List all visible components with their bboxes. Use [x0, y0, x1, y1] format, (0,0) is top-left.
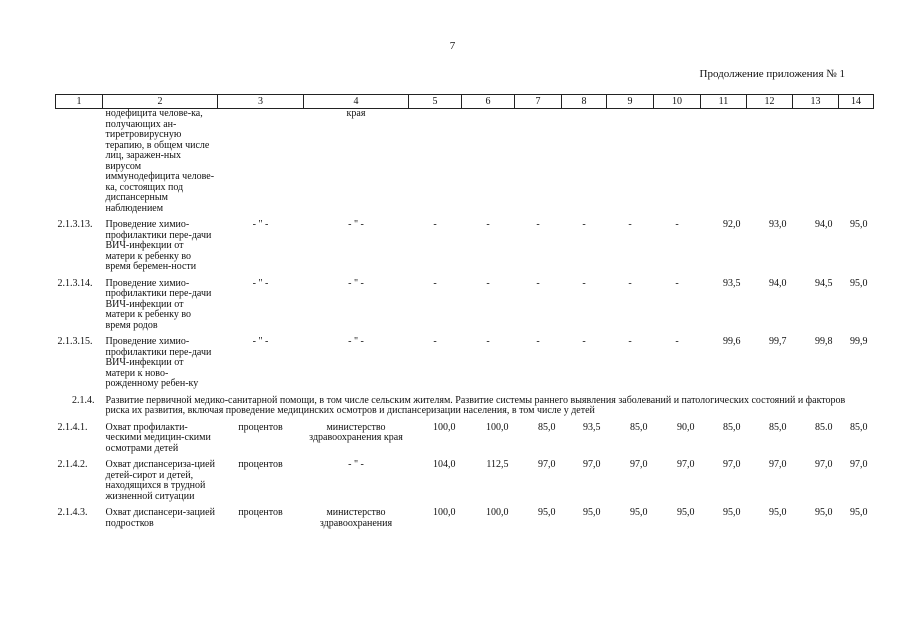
indicator-name: нодефицита челове-ка, получающих ан-тиретровирусную терапию, в общем числе лиц, заражен-ных вирусом иммунодефицита челове-ка, состоящих под диспансерным наблюдением — [105, 108, 215, 214]
value-cell: 104,0 — [433, 459, 456, 470]
value-cell: 97,0 — [630, 459, 648, 470]
col-header: 6 — [462, 95, 515, 109]
value-cell: 93,0 — [769, 219, 787, 230]
value-cell: 100,0 — [486, 421, 509, 433]
responsible-org: - " - — [348, 459, 364, 470]
value-cell: 97,0 — [769, 459, 787, 470]
table-row — [56, 214, 874, 273]
value-cell: - — [628, 336, 632, 347]
value-cell: - — [433, 336, 437, 347]
col-header: 1 — [56, 95, 103, 109]
value-cell: 99,7 — [769, 336, 787, 347]
value-cell: 95,0 — [630, 507, 648, 518]
value-cell: 95,0 — [815, 507, 833, 518]
col-header: 9 — [607, 95, 654, 109]
value-cell: 85,0 — [538, 421, 556, 433]
section-code: 2.1.4. — [72, 394, 95, 406]
col-header: 12 — [747, 95, 793, 109]
unit: - " - — [252, 219, 269, 230]
value-cell: - — [628, 277, 632, 289]
continuation-label: Продолжение приложения № 1 — [699, 68, 845, 80]
col-header: 14 — [839, 95, 874, 109]
row-code: 2.1.3.13. — [57, 219, 93, 230]
section-row — [56, 390, 874, 417]
col-header: 13 — [793, 95, 839, 109]
value-cell: - — [675, 336, 679, 347]
value-cell: - — [628, 219, 632, 230]
value-cell: 95,0 — [850, 277, 868, 289]
responsible-org: - " - — [348, 336, 364, 347]
indicator-name: Проведение химио-профилактики пере-дачи ВИЧ-инфекции от матери к ребенку во время родов — [105, 277, 212, 331]
value-cell: 95,0 — [677, 507, 695, 518]
indicator-name: Охват диспансериза-цией детей-сирот и детей, находящихся в трудной жизненной ситуации — [105, 459, 215, 502]
unit: - " - — [252, 336, 269, 347]
page-number: 7 — [449, 40, 456, 52]
unit: - " - — [252, 277, 269, 289]
row-code: 2.1.3.14. — [57, 277, 93, 289]
value-cell: 99,6 — [723, 336, 741, 347]
value-cell: - — [582, 277, 586, 289]
value-cell: 90,0 — [677, 421, 695, 433]
value-cell: 95,0 — [723, 507, 741, 518]
value-cell: 85,0 — [723, 421, 741, 433]
responsible-org: министерство здравоохранения — [319, 507, 393, 529]
table-row — [56, 502, 874, 529]
value-cell: 100,0 — [433, 507, 456, 518]
col-header: 2 — [103, 95, 218, 109]
value-cell: 95,0 — [538, 507, 556, 518]
value-cell: - — [675, 219, 679, 230]
value-cell: 85.0 — [815, 421, 833, 433]
value-cell: 97,0 — [677, 459, 695, 470]
unit: процентов — [238, 459, 283, 470]
value-cell: 97,0 — [815, 459, 833, 470]
value-cell: 92,0 — [723, 219, 741, 230]
value-cell: 95,0 — [583, 507, 601, 518]
value-cell: 95,0 — [769, 507, 787, 518]
indicator-name: Охват профилакти-ческими медицин-скими осмотрами детей — [105, 421, 211, 454]
col-header: 4 — [304, 95, 409, 109]
indicator-name: Проведение химио-профилактики пере-дачи ВИЧ-инфекции от матери к ребенку во время беремен-ности — [105, 219, 212, 272]
row-code: 2.1.3.15. — [57, 336, 93, 347]
value-cell: 93,5 — [583, 421, 601, 433]
responsible-org: министерство здравоохранения края — [309, 421, 403, 443]
unit: процентов — [238, 507, 283, 518]
indicator-name: Проведение химио-профилактики пере-дачи ВИЧ-инфекции от матери к ново-рожденному ребен-ку — [105, 336, 212, 389]
value-cell: - — [486, 219, 490, 230]
value-cell: - — [675, 277, 679, 289]
value-cell: 85,0 — [630, 421, 648, 433]
responsible-org: - " - — [348, 219, 364, 230]
table-row — [56, 273, 874, 332]
row-code: 2.1.4.1. — [57, 421, 88, 433]
value-cell: - — [582, 336, 586, 347]
value-cell: 97,0 — [583, 459, 601, 470]
value-cell: - — [536, 336, 540, 347]
table-row — [56, 417, 874, 455]
value-cell: 97,0 — [850, 459, 868, 470]
table-row — [56, 454, 874, 502]
section-text: Развитие первичной медико-санитарной помощи, в том числе сельским жителям. Развитие системы раннего выявления заболеваний и патологических состояний и факторов риска их развития, включая проведение медицинских осмотров и диспансеризации населения, в том числе у детей — [105, 394, 846, 416]
unit: процентов — [238, 421, 283, 433]
indicator-name: Охват диспансери-зацией подростков — [105, 507, 215, 529]
value-cell: 100,0 — [433, 421, 456, 433]
value-cell: - — [486, 277, 490, 289]
value-cell: - — [433, 277, 437, 289]
value-cell: 94,5 — [815, 277, 833, 289]
value-cell: 97,0 — [538, 459, 556, 470]
table-row — [56, 331, 874, 390]
responsible-org: края — [346, 108, 366, 119]
value-cell: 97,0 — [723, 459, 741, 470]
col-header: 8 — [562, 95, 607, 109]
col-header: 7 — [515, 95, 562, 109]
value-cell: 100,0 — [486, 507, 509, 518]
col-header: 10 — [654, 95, 701, 109]
value-cell: 95,0 — [850, 219, 868, 230]
responsible-org: - " - — [348, 277, 364, 289]
value-cell: 94,0 — [815, 219, 833, 230]
row-code: 2.1.4.2. — [57, 459, 88, 470]
value-cell: - — [582, 219, 586, 230]
col-header: 11 — [701, 95, 747, 109]
col-header: 3 — [218, 95, 304, 109]
value-cell: 93,5 — [723, 277, 741, 289]
data-table — [55, 94, 874, 529]
value-cell: - — [433, 219, 437, 230]
col-header: 5 — [409, 95, 462, 109]
value-cell: 99,8 — [815, 336, 833, 347]
row-code: 2.1.4.3. — [57, 507, 88, 518]
value-cell: - — [536, 219, 540, 230]
value-cell: 95,0 — [850, 507, 868, 518]
value-cell: 85,0 — [850, 421, 868, 433]
value-cell: 85,0 — [769, 421, 787, 433]
value-cell: 94,0 — [769, 277, 787, 289]
value-cell: - — [486, 336, 490, 347]
value-cell: 112,5 — [486, 459, 509, 470]
header-row — [56, 95, 874, 109]
value-cell: 99,9 — [850, 336, 868, 347]
table-row — [56, 109, 874, 215]
value-cell: - — [536, 277, 540, 289]
